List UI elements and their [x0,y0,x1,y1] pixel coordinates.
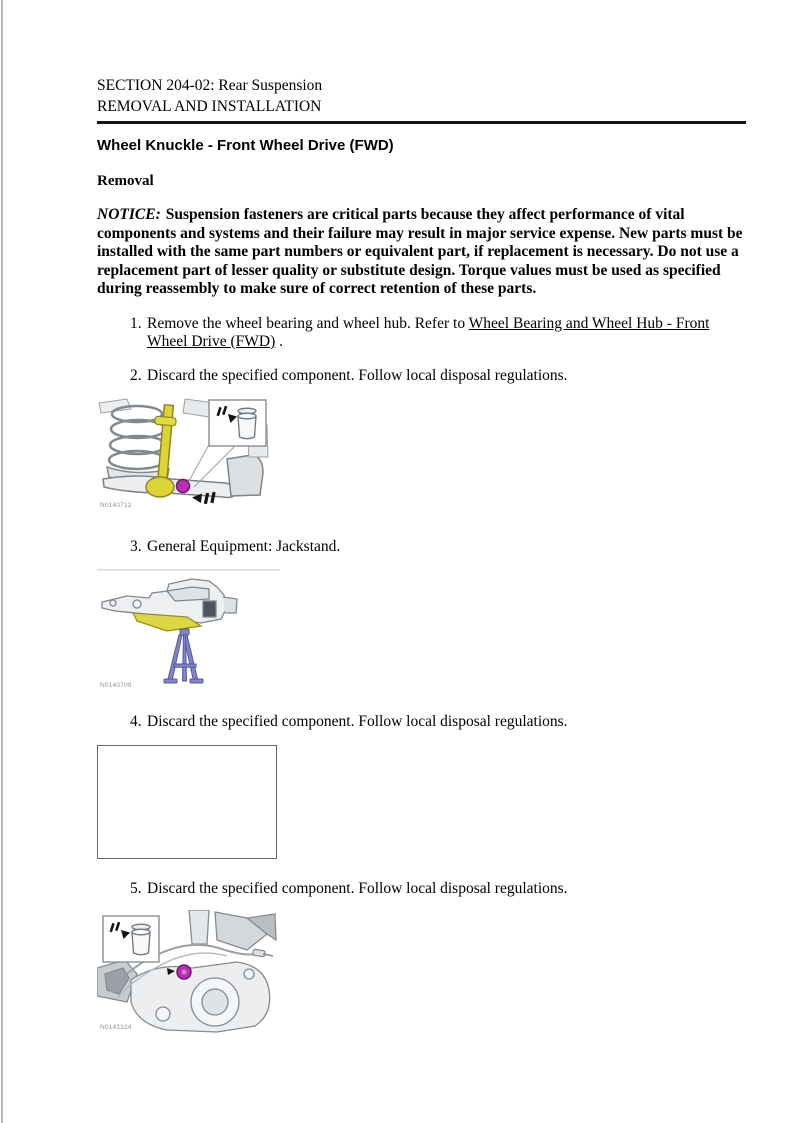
section-subtitle: REMOVAL AND INSTALLATION [97,97,322,115]
figure-N0140712 [97,397,746,516]
step-4-number: 4. [130,712,142,730]
step-1-text-after-link: . [275,332,284,350]
removal-heading: Removal [97,173,154,189]
step-5-number: 5. [130,879,142,897]
discard-inset [209,400,266,446]
step-4 [97,713,735,731]
nut-highlight [177,479,190,492]
step-5-text: Discard the specified component. Follow local disposal regulations. [147,879,568,897]
discard-inset [103,916,159,962]
step-4-text: Discard the specified component. Follow local disposal regulations. [147,712,568,730]
page-title: Wheel Knuckle - Front Wheel Drive (FWD) [97,137,394,154]
notice-paragraph [97,206,746,299]
step-1-text [147,315,709,350]
step-3-number: 3. [130,537,142,555]
empty-figure-box [97,745,277,859]
figure-N0140709 [97,569,746,696]
subframe-jackstand-illustration [97,569,280,691]
figure-label: N0140712 [100,501,132,509]
step-2 [97,367,735,385]
header-divider [97,121,746,124]
figure-label: N0140709 [100,681,132,689]
jackstand-highlight [164,629,203,683]
trash-can-icon [132,924,150,955]
step-2-number: 2. [130,366,142,384]
trash-can-icon [238,408,256,439]
step-2-text: Discard the specified component. Follow local disposal regulations. [147,366,568,384]
page-left-edge [1,0,3,1123]
section-header [97,76,746,117]
figure-N0141324 [97,910,746,1038]
notice-label: NOTICE: [97,206,161,223]
wheel-knuckle-illustration [97,910,277,1033]
section-title: SECTION 204-02: Rear Suspension [97,77,323,94]
step-5 [97,880,735,898]
step-3 [97,538,735,556]
notice-text: Suspension fasteners are critical parts because they affect performance of vital components and systems and their failure may result in major service expense. New parts must be installed with the same part numbers or equivalent part, if replacement is necessary. Do not use a replacement part of lesser quality or substitute design. Torque values must be used as specified during reassembly to make sure of correct retention of these parts. [97,206,743,298]
step-1 [97,315,735,351]
step-1-text-before-link: Remove the wheel bearing and wheel hub. Refer to [147,314,469,332]
wheel-bearing-and-hub-link[interactable]: Wheel Bearing and Wheel Hub - Front Wheel Drive (FWD) [147,314,710,350]
stabilizer-link-illustration [97,397,270,511]
step-3-text: General Equipment: Jackstand. [147,537,341,555]
step-1-number: 1. [130,314,142,332]
figure-label: N0141324 [100,1023,132,1031]
